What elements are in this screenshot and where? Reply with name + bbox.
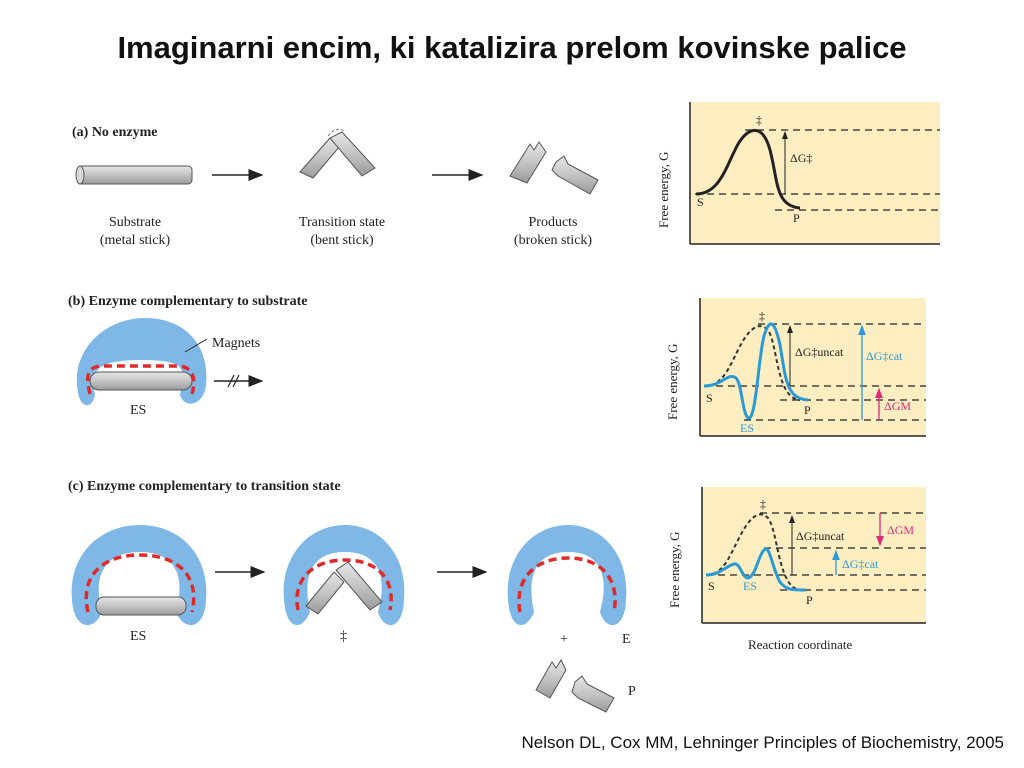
delta-g-cat-label: ΔG‡cat	[842, 557, 879, 571]
energy-graph-a	[656, 102, 940, 244]
transition-dagger-label: ‡	[340, 629, 347, 644]
enzyme-e-label: E	[622, 632, 631, 647]
delta-gm-label: ΔGM	[887, 523, 915, 537]
products-sublabel: (broken stick)	[513, 233, 593, 248]
dagger-label: ‡	[759, 309, 765, 323]
graph-c-background	[702, 487, 926, 623]
substrate-stick	[76, 166, 192, 184]
delta-g-uncat-label: ΔG‡uncat	[796, 529, 845, 543]
graph-c-ylabel: Free energy, G	[667, 531, 682, 608]
dagger-label: ‡	[760, 497, 766, 511]
graph-b-ylabel: Free energy, G	[665, 343, 680, 420]
dagger-label: ‡	[756, 113, 762, 127]
s-label: S	[697, 195, 704, 209]
products-p-label: P	[628, 684, 636, 699]
products-label: Products	[528, 215, 578, 230]
citation: Nelson DL, Cox MM, Lehninger Principles of Biochemistry, 2005	[521, 733, 1004, 752]
delta-g-cat-label: ΔG‡cat	[866, 349, 903, 363]
graph-c-xlabel: Reaction coordinate	[748, 637, 853, 652]
es-label: ES	[740, 421, 755, 435]
delta-g-uncat-label: ΔG‡uncat	[795, 345, 844, 359]
panel-c-heading: (c) Enzyme complementary to transition state	[68, 479, 341, 494]
energy-graph-b	[665, 298, 926, 436]
graph-a-background	[690, 102, 940, 244]
es-label: ES	[743, 579, 758, 593]
delta-gm-label: ΔGM	[884, 399, 912, 413]
panel-b-heading: (b) Enzyme complementary to substrate	[68, 294, 308, 309]
enzyme-es-complex	[77, 318, 207, 405]
delta-g-label: ΔG‡	[790, 151, 813, 165]
plus-label: +	[560, 632, 568, 647]
graph-a-ylabel: Free energy, G	[656, 151, 671, 228]
transition-label: Transition state	[298, 215, 386, 230]
es-label: ES	[130, 629, 147, 644]
panel-a-heading: (a) No enzyme	[72, 125, 158, 140]
page-title: Imaginarni encim, ki katalizira prelom kovinske palice	[117, 30, 907, 65]
p-label: P	[804, 403, 811, 417]
free-enzyme	[508, 525, 627, 625]
substrate-sublabel: (metal stick)	[99, 233, 171, 248]
p-label: P	[793, 211, 800, 225]
es-label: ES	[130, 403, 147, 418]
s-label: S	[708, 579, 715, 593]
substrate-label: Substrate	[108, 215, 162, 230]
enzyme-transition-complex	[284, 525, 405, 625]
graph-b-background	[700, 298, 926, 436]
bent-stick	[300, 129, 375, 178]
energy-graph-c	[667, 487, 926, 652]
transition-sublabel: (bent stick)	[310, 233, 374, 248]
blocked-arrow	[214, 375, 262, 387]
s-label: S	[706, 391, 713, 405]
magnets-label: Magnets	[212, 336, 261, 351]
broken-stick	[536, 660, 614, 712]
p-label: P	[806, 593, 813, 607]
enzyme-es-complex	[72, 525, 207, 625]
broken-stick	[510, 142, 598, 194]
